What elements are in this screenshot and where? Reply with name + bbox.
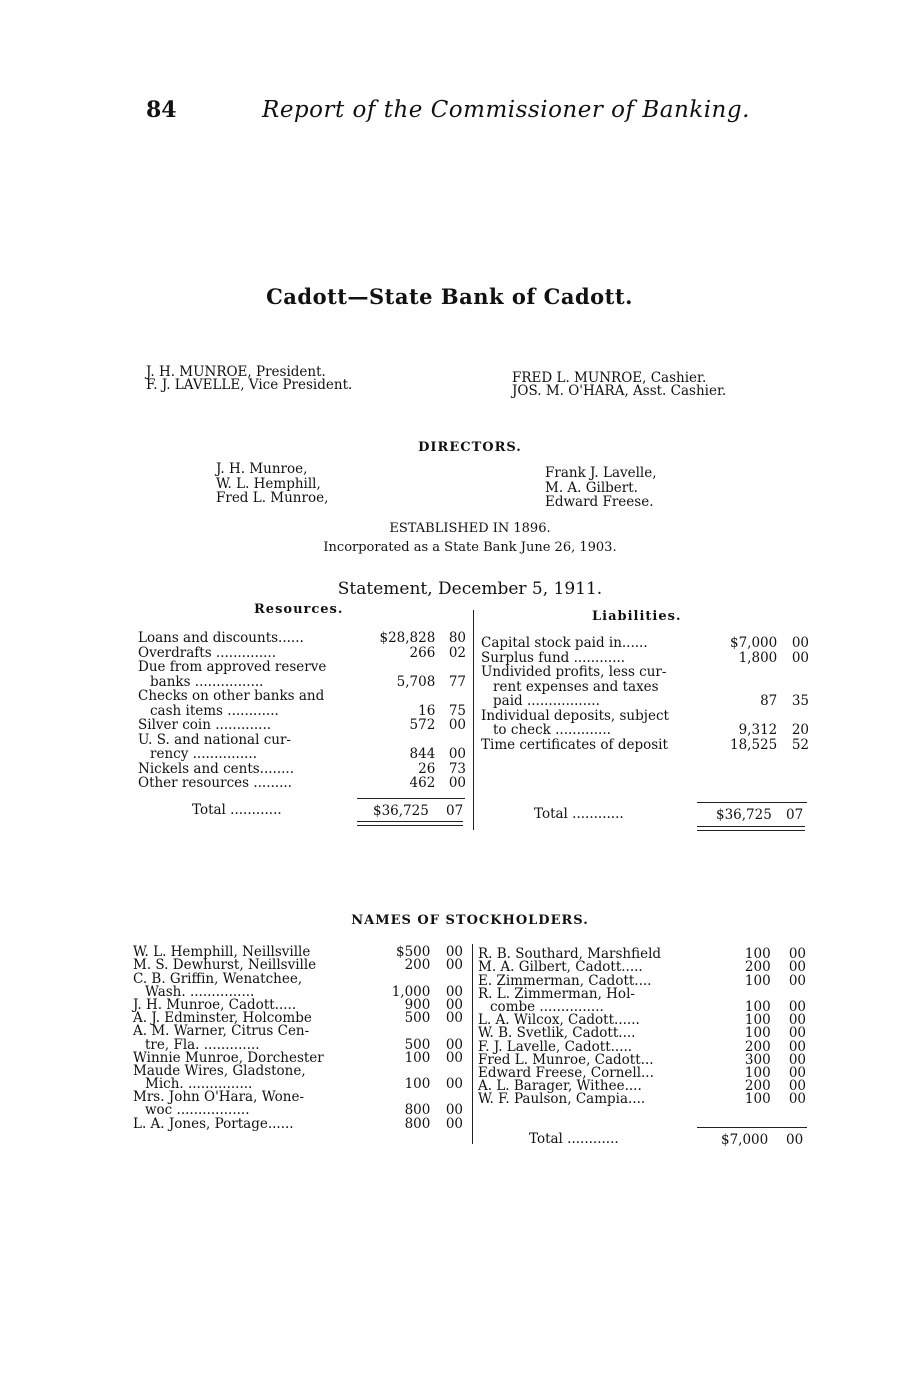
resources-total-cents: 07 — [446, 803, 464, 819]
liabilities-total-double-rule — [697, 826, 805, 831]
officers-right — [512, 372, 726, 398]
directors-heading: DIRECTORS. — [418, 440, 522, 455]
stockholder-row-cents: 00 — [788, 1064, 806, 1081]
resource-row — [138, 733, 466, 748]
directors-left — [216, 462, 328, 506]
stockholder-row-cents: 00 — [445, 957, 463, 974]
stockholder-row-cents: 00 — [445, 996, 463, 1013]
director-name: W. L. Hemphill, — [216, 475, 321, 492]
stockholder-row-dollars: 100 — [744, 972, 771, 989]
officer-asst-cashier: JOS. M. O'HARA, Asst. Cashier. — [512, 383, 727, 399]
stockholder-row-dollars: 100 — [404, 1076, 431, 1093]
stockholder-row-label: Mrs. John O'Hara, Wone- — [133, 1089, 305, 1106]
stockholder-row-dollars: 200 — [744, 959, 771, 976]
stockholders-right-table — [478, 948, 806, 1106]
statement-title: Statement, December 5, 1911. — [337, 579, 603, 599]
director-name: Fred L. Munroe, — [216, 490, 329, 506]
stockholder-row-cents: 00 — [445, 983, 463, 1000]
stockholder-row-dollars: 300 — [744, 1051, 771, 1068]
stockholder-row-cents: 00 — [445, 1102, 463, 1119]
liability-row — [481, 694, 809, 709]
stockholder-row-label: L. A. Wilcox, Cadott...... — [478, 1012, 640, 1029]
stockholder-row-label: Mich. ............... — [145, 1076, 253, 1093]
resource-row — [138, 704, 466, 719]
resource-row-label: Silver coin ............. — [138, 717, 272, 733]
liability-row-dollars: 87 — [760, 693, 778, 709]
resource-row-dollars: 26 — [418, 760, 436, 777]
stockholder-row-label: R. L. Zimmerman, Hol- — [478, 985, 635, 1002]
stockholder-row-dollars: 100 — [744, 998, 771, 1015]
stockholders-left-table — [133, 946, 463, 1131]
liability-row — [481, 680, 809, 695]
stockholder-row-dollars: 100 — [744, 946, 771, 963]
resource-row-dollars: 572 — [409, 717, 436, 733]
stockholders-total-label: Total ............ — [529, 1131, 619, 1147]
liability-row-dollars — [718, 680, 778, 695]
resource-row-label: rency ............... — [150, 746, 257, 762]
established-line: ESTABLISHED IN 1896. — [389, 521, 551, 536]
stockholder-row-label: R. B. Southard, Marshfield — [478, 946, 662, 963]
resources-total-label: Total ............ — [192, 802, 282, 818]
liability-row-cents — [777, 665, 809, 680]
stockholder-row-label: W. L. Hemphill, Neillsville — [133, 944, 311, 961]
officers-left — [146, 366, 352, 392]
officer-cashier: FRED L. MUNROE, Cashier. — [512, 370, 707, 386]
resource-row-label: U. S. and national cur- — [138, 731, 291, 748]
stockholder-row-label: E. Zimmerman, Cadott.... — [478, 972, 652, 989]
stockholder-row-dollars: 800 — [404, 1102, 431, 1119]
liability-row-label: Capital stock paid in...... — [481, 635, 648, 651]
incorporated-line: Incorporated as a State Bank June 26, 1903. — [323, 540, 617, 555]
liability-row-cents — [777, 709, 809, 724]
liability-row — [481, 651, 809, 666]
resource-row-dollars: 462 — [409, 775, 436, 791]
resource-row — [138, 747, 466, 762]
stockholder-row-dollars: 100 — [744, 1091, 771, 1108]
running-header-title: Report of the Commissioner of Banking. — [262, 97, 750, 123]
resource-row-dollars — [367, 689, 435, 704]
resources-sum-rule — [357, 798, 465, 799]
stockholder-row — [478, 1093, 806, 1106]
liability-row-label: Time certificates of deposit — [481, 736, 668, 753]
stockholder-row-cents: 00 — [788, 1091, 806, 1108]
stockholder-row-label: A. L. Barager, Withee.... — [478, 1078, 642, 1095]
resource-row-label: cash items ............ — [150, 702, 279, 719]
stockholder-row-cents: 00 — [788, 998, 806, 1015]
resource-row — [138, 631, 466, 646]
stockholder-row-cents: 00 — [788, 1025, 806, 1042]
resource-row — [138, 718, 466, 733]
liability-row-label: Undivided profits, less cur- — [481, 664, 667, 680]
resource-row — [138, 660, 466, 675]
resources-total-dollars: $36,725 — [373, 803, 429, 819]
liability-row-label: rent expenses and taxes — [493, 678, 659, 695]
resource-row-label: Nickels and cents........ — [138, 760, 295, 777]
officer-vice-president: F. J. LAVELLE, Vice President. — [146, 377, 353, 393]
stockholder-row-cents: 00 — [788, 972, 806, 989]
stockholder-row-dollars: 100 — [744, 1012, 771, 1029]
stockholder-row-cents: 00 — [788, 1051, 806, 1068]
stockholder-row-label: A. J. Edminster, Holcombe — [133, 1010, 312, 1027]
liabilities-total-dollars: $36,725 — [716, 807, 772, 823]
liability-row-cents — [777, 680, 809, 695]
resource-row-cents — [435, 660, 466, 675]
stockholders-column-divider — [472, 944, 473, 1144]
resource-row-dollars: $28,828 — [379, 630, 436, 646]
resource-row-cents: 80 — [448, 630, 466, 646]
bank-title: Cadott—State Bank of Cadott. — [266, 284, 633, 309]
director-name: Edward Freese. — [545, 494, 654, 510]
director-name: M. A. Gilbert. — [545, 479, 638, 496]
liability-row-label: paid ................. — [493, 693, 600, 709]
stockholder-row-label: M. S. Dewhurst, Neillsville — [133, 957, 317, 974]
stockholder-row-cents: 00 — [788, 946, 806, 963]
liability-row-cents: 00 — [791, 649, 809, 666]
liabilities-heading: Liabilities. — [592, 609, 682, 624]
stockholder-row-cents: 00 — [788, 959, 806, 976]
director-name: J. H. Munroe, — [216, 461, 308, 477]
stockholder-row-label: W. F. Paulson, Campia.... — [478, 1091, 646, 1108]
liability-row-dollars: $7,000 — [730, 635, 778, 651]
liability-row-dollars: 9,312 — [738, 722, 778, 738]
liability-row — [481, 665, 809, 680]
stockholder-row-dollars: 100 — [404, 1049, 431, 1066]
stockholder-row-dollars: 900 — [404, 996, 431, 1013]
stockholders-total-dollars: $7,000 — [721, 1132, 769, 1148]
liabilities-table — [481, 636, 809, 752]
stockholder-row-cents: 00 — [788, 1078, 806, 1095]
stockholders-total-cents: 00 — [786, 1132, 804, 1148]
resources-total-double-rule — [357, 821, 463, 826]
resource-row-cents: 00 — [448, 746, 466, 762]
stockholder-row-label: J. H. Munroe, Cadott..... — [133, 996, 297, 1013]
stockholder-row-cents: 00 — [445, 1049, 463, 1066]
liability-row-cents: 00 — [791, 635, 809, 651]
stockholder-row-cents: 00 — [445, 1076, 463, 1093]
liability-row-dollars: 1,800 — [738, 649, 778, 666]
director-name: Frank J. Lavelle, — [545, 465, 657, 481]
stockholders-heading: NAMES OF STOCKHOLDERS. — [351, 913, 589, 928]
stockholder-row-label: C. B. Griffin, Wenatchee, — [133, 970, 303, 987]
resource-row-label: banks ................ — [150, 673, 264, 690]
stockholder-row-label: F. J. Lavelle, Cadott..... — [478, 1038, 633, 1055]
resource-row — [138, 762, 466, 777]
resource-row-dollars — [367, 660, 435, 675]
stockholder-row-cents: 00 — [445, 1036, 463, 1053]
stockholder-row-dollars: 800 — [404, 1115, 431, 1132]
liability-row-dollars: 18,525 — [730, 736, 778, 753]
resource-row — [138, 646, 466, 661]
directors-right — [545, 466, 657, 510]
resources-table — [138, 631, 466, 791]
stockholder-row-label: Fred L. Munroe, Cadott... — [478, 1051, 654, 1068]
resource-row-cents: 00 — [448, 717, 466, 733]
liability-row — [481, 723, 809, 738]
liability-row-cents: 35 — [791, 693, 809, 709]
resource-row-cents — [435, 689, 466, 704]
resource-row — [138, 776, 466, 791]
liability-row-label: Surplus fund ............ — [481, 649, 626, 666]
resource-row — [138, 675, 466, 690]
stockholder-row-label: M. A. Gilbert, Cadott..... — [478, 959, 643, 976]
stockholder-row-cents: 00 — [445, 944, 463, 961]
resource-row-cents: 73 — [448, 760, 466, 777]
resources-heading: Resources. — [254, 602, 344, 617]
resource-row-cents: 02 — [448, 644, 466, 661]
resource-row-label: Other resources ......... — [138, 775, 292, 791]
liability-row-cents: 20 — [791, 722, 809, 738]
liabilities-total-cents: 07 — [786, 807, 804, 823]
officer-president: J. H. MUNROE, President. — [146, 364, 326, 380]
liability-row — [481, 709, 809, 724]
resource-row-dollars: 5,708 — [396, 673, 436, 690]
stockholder-row-dollars: 100 — [744, 1064, 771, 1081]
stockholder-row-dollars: 500 — [404, 1010, 431, 1027]
resource-row-label: Overdrafts .............. — [138, 644, 276, 661]
resource-row-cents: 00 — [448, 775, 466, 791]
liability-row-label: to check ............. — [493, 722, 611, 738]
resource-row-cents: 75 — [448, 702, 466, 719]
stockholder-row-dollars: 200 — [744, 1038, 771, 1055]
resource-row-cents: 77 — [448, 673, 466, 690]
stockholder-row-dollars: 100 — [744, 1025, 771, 1042]
stockholder-row-dollars: $500 — [395, 944, 431, 961]
liability-row-cents: 52 — [791, 736, 809, 753]
stockholder-row-dollars: 200 — [744, 1078, 771, 1095]
stockholder-row — [133, 1117, 463, 1130]
stockholder-row-label: Winnie Munroe, Dorchester — [133, 1049, 324, 1066]
liability-row-label: Individual deposits, subject — [481, 707, 669, 724]
stockholder-row-label: A. M. Warner, Citrus Cen- — [133, 1023, 310, 1040]
resource-row — [138, 689, 466, 704]
stockholder-row-label: L. A. Jones, Portage...... — [133, 1115, 294, 1132]
resource-row-dollars: 16 — [418, 702, 436, 719]
resource-row-label: Loans and discounts...... — [138, 630, 304, 646]
stockholder-row-dollars: 1,000 — [391, 983, 431, 1000]
stockholders-sum-rule — [697, 1127, 807, 1128]
stockholder-row-dollars: 500 — [404, 1036, 431, 1053]
liabilities-sum-rule — [697, 802, 807, 803]
page-number: 84 — [146, 97, 177, 123]
stockholder-row-label: woc ................. — [145, 1102, 250, 1119]
stockholder-row-cents: 00 — [788, 1038, 806, 1055]
stockholder-row-label: combe ............... — [490, 998, 604, 1015]
stockholder-row-cents: 00 — [445, 1010, 463, 1027]
liability-row — [481, 636, 809, 651]
stockholder-row-label: Wash. ............... — [145, 983, 255, 1000]
resource-row-dollars: 266 — [409, 644, 436, 661]
stockholder-row-label: Edward Freese, Cornell... — [478, 1064, 654, 1081]
resource-row-dollars — [367, 733, 435, 748]
stockholder-row-label: tre, Fla. ............. — [145, 1036, 260, 1053]
liability-row-dollars — [718, 709, 778, 724]
liability-row — [481, 738, 809, 753]
stockholder-row-cents: 00 — [445, 1115, 463, 1132]
resource-row-label: Checks on other banks and — [138, 688, 325, 704]
liability-row-dollars — [718, 665, 778, 680]
stockholder-row-label: Maude Wires, Gladstone, — [133, 1062, 306, 1079]
resource-row-dollars: 844 — [409, 746, 436, 762]
resource-row-label: Due from approved reserve — [138, 659, 327, 675]
column-divider — [473, 610, 474, 830]
liabilities-total-label: Total ............ — [534, 806, 624, 822]
resource-row-cents — [435, 733, 466, 748]
stockholder-row-cents: 00 — [788, 1012, 806, 1029]
stockholder-row-dollars: 200 — [404, 957, 431, 974]
stockholder-row-label: W. B. Svetlik, Cadott.... — [478, 1025, 636, 1042]
